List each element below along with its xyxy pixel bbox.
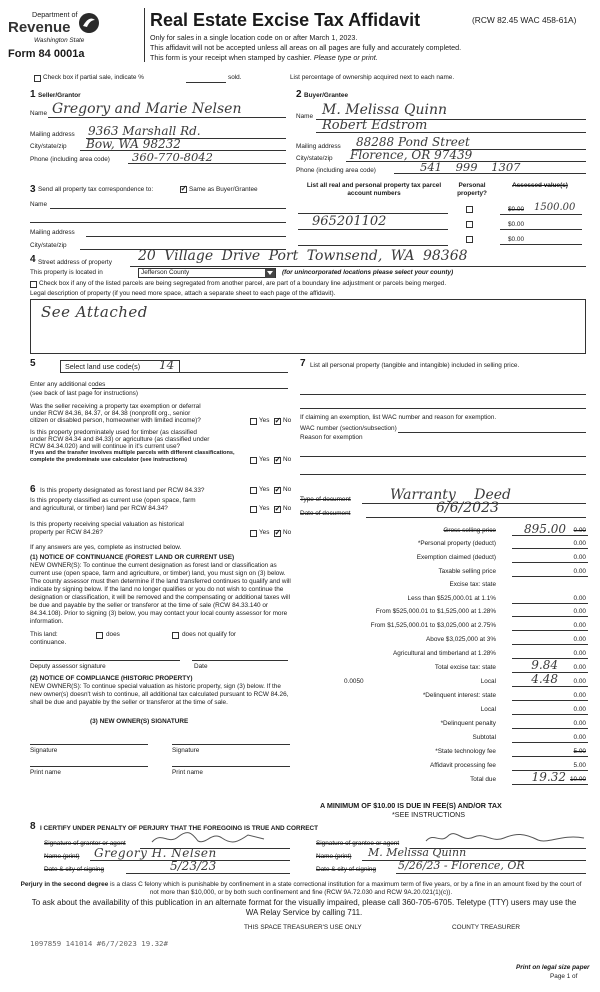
tax-row-0-value: 0.00 [573,527,586,534]
county-value: Jefferson County [141,269,190,276]
personal-property-line-1 [300,394,586,395]
section-1-number: 1 [30,89,36,100]
forest-yes-label: Yes [259,486,270,493]
tax-row-13-value: 0.00 [573,706,586,713]
assessed-value-handwritten[interactable]: 1500.00 [534,202,576,213]
reason-label: Reason for exemption [300,434,363,441]
assessed-value-header: Assessed value(s) [512,182,568,189]
does-label: does [106,631,120,638]
exemption-yes-label: Yes [259,417,270,424]
partial-sale-label: Check box if partial sale, indicate % [43,74,144,81]
tax-row-15-value: 0.00 [573,734,586,741]
header-sub2: This affidavit will not be accepted unless all areas on all pages are fully and accurately completed. [150,43,462,52]
same-as-buyer-checkbox[interactable] [180,186,187,193]
seller-phone-line [128,163,286,164]
tax-row-8-label: Above $3,025,000 at 3% [426,636,496,643]
assessed-line-2 [500,229,582,230]
type-of-document-value[interactable]: Warranty Deed [390,487,512,503]
does-checkbox[interactable] [96,632,103,639]
tax-row-16-line [512,756,588,757]
date-of-document-value[interactable]: 6/6/2023 [436,500,499,516]
exemption-q-line3: citizen or disabled person, homeowner with limited income)? [30,417,201,424]
buyer-name-value1[interactable]: M. Melissa Quinn [322,102,447,118]
ownership-note: List percentage of ownership acquired next to each name. [290,74,455,81]
deputy-date-line [192,660,288,661]
tax-row-11-handwritten[interactable]: 4.48 [531,672,558,686]
grantee-date-line [396,873,586,874]
date-of-document-label: Date of document [300,510,351,517]
assessed-value-2: $0.00 [508,221,524,228]
tax-row-7-label: From $1,525,000.01 to $3,025,000 at 2.75% [370,622,496,629]
certify-heading: I CERTIFY UNDER PENALTY OF PERJURY THAT THE FOREGOING IS TRUE AND CORRECT [40,825,319,832]
timber-q-line3: RCW 84.34.020) and will continue in it's current use? [30,443,181,450]
seller-name-line [48,117,286,118]
chevron-down-icon[interactable] [265,269,275,278]
tax-row-15-line [512,742,588,743]
additional-codes-line [92,388,288,389]
tax-row-11-prefix: 0.0050 [344,678,364,685]
tax-row-8-value: 0.00 [573,636,586,643]
buyer-name-line2 [316,132,586,133]
dept-line3: Washington State [34,37,85,44]
treasurer-stamp: 1097859 141014 #6/7/2023 19.32# [30,939,168,948]
if-yes-instruction: If any answers are yes, complete as instructed below. [30,544,182,551]
notice1-heading: (1) NOTICE OF CONTINUANCE (FOREST LAND OR CURRENT USE) [30,554,235,561]
assessed-value-3: $0.00 [508,236,524,243]
grantor-date-value[interactable]: 5/23/23 [170,859,217,873]
section3-text: Send all property tax correspondence to: [38,186,154,193]
assessed-line-1 [500,214,582,215]
forest-yes-checkbox[interactable] [250,487,257,494]
section3-mail-line [86,236,286,237]
timber-yes-label: Yes [259,456,270,463]
grantee-name-value[interactable]: M. Melissa Quinn [368,846,467,859]
does-not-checkbox[interactable] [172,632,179,639]
tax-row-11-line [512,686,588,687]
historic-q-line1: Is this property receiving special valuation as historical [30,521,184,528]
exemption-claim-text: If claiming an exemption, list WAC number and reason for exemption. [300,414,497,421]
new-owner-print-line-1 [30,766,148,767]
dor-logo [6,6,142,64]
section3-name-label: Name [30,201,48,208]
tax-row-2-value: 0.00 [573,554,586,561]
exemption-yes-checkbox[interactable] [250,418,257,425]
header-sub1: Only for sales in a single location code on or after March 1, 2023. [150,33,358,42]
new-owner-sig-line-1 [30,744,148,745]
perjury-statement: Perjury in the second degree is a class C felony which is punishable by confinement in a state correctional institution for a maximum term of five years, or by a fine in an amount fixed by the court of not more than $10,000, or by both such confinement and fine (RCW 9A.72.030 and RCW 9A.20.021(1)(c)). [20,881,582,896]
tax-row-2-label: Exemption claimed (deduct) [416,554,496,561]
grantee-date-label: Date & city of signing [316,866,377,873]
buyer-mail-label: Mailing address [296,143,341,150]
timber-q-line1: Is this property predominately used for timber (as classified [30,429,197,436]
forest-no-checkbox[interactable] [274,487,281,494]
grantor-date-line [126,873,290,874]
section-4-number: 4 [30,254,36,265]
tax-row-11-value: 0.00 [573,678,586,685]
seller-name-value[interactable]: Gregory and Marie Nelsen [52,101,242,117]
personal-property-checkbox-3[interactable] [466,236,473,243]
section-8-number: 8 [30,821,36,832]
timber-yes-checkbox[interactable] [250,457,257,464]
tax-row-3-label: Taxable selling price [438,568,496,575]
segregated-checkbox[interactable] [30,281,37,288]
legal-description-box[interactable] [30,299,586,354]
header-sub3: This form is your receipt when stamped by cashier. Please type or print. [150,53,378,62]
buyer-city-value[interactable]: Florence, OR 97439 [350,148,473,162]
tax-row-17-value: 5.00 [573,762,586,769]
new-owner-print-label-2: Print name [172,769,203,776]
deputy-date-label: Date [194,663,208,670]
form-number: Form 84 0001a [8,48,85,60]
notice3-heading: (3) NEW OWNER(S) SIGNATURE [90,718,189,725]
tax-row-9-value: 0.00 [573,650,586,657]
notice2-body: NEW OWNER(S): To continue special valuation as historic property, sign (3) below. If the new owner(s) doesn't wish to continue, all additional tax calculated pursuant to RCW 84.26, shall be due and payable by the seller or transferor at the time of sale. [30,683,289,706]
personal-property-checkbox-2[interactable] [466,221,473,228]
page-number: Page 1 of [550,973,578,980]
tax-row-9-label: Agricultural and timberland at 1.28% [392,650,496,657]
tax-row-18-handwritten[interactable]: 19.32 [531,770,566,784]
personal-property-line-2 [300,408,586,409]
grantor-signature[interactable] [148,829,268,847]
land-use-select[interactable] [60,360,180,373]
tax-row-12-line [512,700,588,701]
seller-mail-value[interactable]: 9363 Marshall Rd. [88,124,201,138]
timber-q-bold: If yes and the transfer involves multiple parcels with different classifications, complete the predominate use calculator (see instructions) [30,450,235,463]
new-owner-print-label-1: Print name [30,769,61,776]
legal-description-value: See Attached [41,303,148,321]
seller-city-label: City/state/zip [30,143,67,150]
grantor-name-label: Name (print) [44,853,80,860]
wac-number-label: WAC number (section/subsection) [300,425,397,432]
tax-row-3-line [512,576,588,577]
tax-row-10-label: Total excise tax: state [434,664,496,671]
see-instructions: *SEE INSTRUCTIONS [392,810,466,819]
treasurer-use-only: THIS SPACE TREASURER'S USE ONLY [244,924,362,931]
segregated-label: Check box if any of the listed parcels are being segregated from another parcel, are part of a boundary line adjustment or parcels being merged. [39,280,447,287]
print-legal-size-note: Print on legal size paper [516,964,590,971]
buyer-heading: Buyer/Grantee [304,92,349,99]
county-note: (for unincorporated locations please select your county) [282,269,454,276]
parcel-value[interactable]: 965201102 [312,214,387,229]
tax-row-1-value: 0.00 [573,540,586,547]
continuance-label: continuance. [30,639,67,646]
tax-row-1-line [512,548,588,549]
timber-no-checkbox[interactable] [274,457,281,464]
seller-phone-value[interactable]: 360-770-8042 [132,150,213,164]
grantor-name-value[interactable]: Gregory H. Nelsen [94,846,217,860]
historic-q-line2: property per RCW 84.26? [30,529,103,536]
legal-description-label: Legal description of property (if you need more space, attach a separate sheet to each page of the affidavit). [30,290,336,297]
assessed-line-3 [500,244,582,245]
forest-land-question: Is this property designated as forest land per RCW 84.33? [40,487,205,494]
tax-row-2-line [512,562,588,563]
tax-row-13-label: Local [480,706,496,713]
parcel-line-3 [298,245,448,246]
new-owner-sig-label-2: Signature [172,747,200,754]
street-address-value[interactable]: 20 Village Drive Port Townsend, WA 98368 [138,248,468,264]
grantee-signature[interactable] [422,829,588,847]
section-3-number: 3 [30,184,36,195]
tax-row-0-handwritten[interactable]: 895.00 [524,522,566,536]
does-not-label: does not qualify for [182,631,236,638]
wac-number-line [398,432,586,433]
exemption-no-label: No [283,417,292,424]
street-address-label: Street address of property [38,259,112,266]
new-owner-sig-line-2 [172,744,290,745]
exemption-no-checkbox[interactable] [274,418,281,425]
land-use-value: 14 [159,358,175,372]
tax-row-13-line [512,714,588,715]
parcel-header: List all real and personal property tax parcel account numbers [306,182,442,197]
tax-row-14-line [512,728,588,729]
revenue-emblem-icon [78,12,100,34]
grantor-signature-label: Signature of grantor or agent [44,840,126,847]
same-as-buyer-label: Same as Buyer/Grantee [189,186,258,193]
tax-row-0-line [512,535,588,536]
tax-row-10-value: 0.00 [573,664,586,671]
partial-sale-sold: sold. [228,74,242,81]
dept-line2: Revenue [8,19,71,36]
tax-row-17-label: Affidavit processing fee [430,762,496,769]
tax-row-12-value: 0.00 [573,692,586,699]
street-address-line [130,266,586,267]
partial-sale-checkbox[interactable] [34,75,41,82]
historic-yes-checkbox[interactable] [250,530,257,537]
section-5-number: 5 [30,358,36,369]
buyer-phone-value[interactable]: 541 999 1307 [420,160,521,174]
buyer-city-label: City/state/zip [296,155,333,162]
form-title-ref: (RCW 82.45 WAC 458-61A) [472,15,577,25]
buyer-mail-value[interactable]: 88288 Pond Street [356,135,470,149]
located-in-label: This property is located in [30,269,103,276]
tax-row-7-line [512,630,588,631]
historic-no-checkbox[interactable] [274,530,281,537]
section3-mail-label: Mailing address [30,229,75,236]
tax-row-18-line [512,784,588,785]
tax-row-7-value: 0.00 [573,622,586,629]
historic-no-label: No [283,529,292,536]
land-use-label: Select land use code(s) [65,362,141,371]
reason-line-2 [300,474,586,475]
section3-extra-line [30,222,286,223]
section-6-number: 6 [30,484,36,495]
personal-property-header: Personal property? [457,182,487,197]
section3-name-line [50,208,286,209]
tax-row-12-label: *Delinquent interest: state [422,692,496,699]
timber-q-line2: under RCW 84.34 and 84.33) or agriculture (as classified under [30,436,210,443]
seller-mail-label: Mailing address [30,131,75,138]
tax-row-8-line [512,644,588,645]
new-owner-print-line-2 [172,766,290,767]
notice2-heading: (2) NOTICE OF COMPLIANCE (HISTORIC PROPERTY) [30,675,193,682]
tax-row-11-label: Local [480,678,496,685]
tax-row-16-label: *State technology fee [435,748,496,755]
partial-sale-line [186,82,226,83]
tax-row-10-handwritten[interactable]: 9.84 [531,658,558,672]
historic-yes-label: Yes [259,529,270,536]
tax-row-18-label: Total due [470,776,496,783]
tax-row-15-label: Subtotal [472,734,496,741]
seller-heading: Seller/Grantor [38,92,81,99]
current-use-q-line2: and agricultural, or timber) land per RCW 84.34? [30,505,168,512]
county-select[interactable] [138,268,276,278]
tax-row-5-label: Less than $525,000.01 at 1.1% [407,595,496,602]
buyer-name-label: Name [296,113,314,120]
current-use-no-label: No [283,505,292,512]
current-use-q-line1: Is this property classified as current use (open space, farm [30,497,196,504]
tax-calculation-table [298,522,588,794]
see-back-label: (see back of last page for instructions) [30,390,138,397]
forest-no-label: No [283,486,292,493]
tax-row-14-value: 0.00 [573,720,586,727]
land-use-line [180,372,288,373]
reason-line-1 [300,456,586,457]
current-use-yes-label: Yes [259,505,270,512]
type-of-document-label: Type of document [300,496,351,503]
new-owner-sig-label-1: Signature [30,747,58,754]
tax-row-4-label: Excise tax: state [449,581,496,588]
notice1-body: NEW OWNER(S): To continue the current designation as forest land or classification as current use (open space, farm and agriculture, or timber) land, you must sign on (3) below. The county assessor must then determine if the land transferred continues to qualify and will indicate by signing below. If the land no longer qualifies or you do not wish to continue the designation or classification, it will be removed and the compensating or additional taxes will be due and payable by the seller or transferor at the time of sale (RCW 84.33.140 or 84.34.108). Prior to signing (3) below, you may contact your local county assessor for more information. [30,562,291,625]
tax-row-6-value: 0.00 [573,608,586,615]
section-7-number: 7 [300,358,306,369]
buyer-phone-line [394,173,586,174]
assessed-value-1: $0.00 [508,206,524,213]
tax-row-0-label: Gross selling price [443,527,496,534]
minimum-note: A MINIMUM OF $10.00 IS DUE IN FEE(S) AND/OR TAX [320,801,502,810]
grantee-signature-label: Signature of grantee or agent [316,840,400,847]
dept-line1: Department of [32,10,78,19]
seller-name-label: Name [30,110,48,117]
this-land-label: This land: [30,631,58,638]
tax-row-16-value: 5.00 [573,748,586,755]
tax-row-6-line [512,616,588,617]
tax-row-6-label: From $525,000.01 to $1,525,000 at 1.28% [375,608,496,615]
grantee-name-label: Name (print) [316,853,352,860]
current-use-no-checkbox[interactable] [274,506,281,513]
exemption-q-line1: Was the seller receiving a property tax exemption or deferral [30,403,201,410]
buyer-name-value2[interactable]: Robert Edstrom [322,118,428,133]
form-title: Real Estate Excise Tax Affidavit [150,10,421,30]
header-divider [144,8,145,62]
county-treasurer-label: COUNTY TREASURER [452,924,520,931]
timber-no-label: No [283,456,292,463]
grantee-date-value[interactable]: 5/26/23 - Florence, OR [398,859,525,872]
additional-codes-label: Enter any additional codes [30,381,106,388]
exemption-q-line2: under RCW 84.36, 84.37, or 84.38 (nonprofit org., senior [30,410,191,417]
section3-city-label: City/state/zip [30,242,67,249]
section-2-number: 2 [296,89,302,100]
seller-phone-label: Phone (including area code) [30,156,110,163]
grantor-date-label: Date & city of signing [44,866,105,873]
tax-row-5-line [512,603,588,604]
parcel-line-2 [298,229,448,230]
personal-property-checkbox-1[interactable] [466,206,473,213]
tax-row-14-label: *Delinquent penalty [440,720,496,727]
deputy-sig-label: Deputy assessor signature [30,663,106,670]
tax-row-1-label: *Personal property (deduct) [417,540,496,547]
tax-row-5-value: 0.00 [573,595,586,602]
tax-row-18-value: 10.00 [570,776,586,783]
current-use-yes-checkbox[interactable] [250,506,257,513]
personal-property-text: List all personal property (tangible and intangible) included in selling price. [310,362,520,369]
availability-note: To ask about the availability of this publication in an alternate format for the visually impaired, please call 360-705-6705. Teletype (TTY) users may use the WA Relay Service by calling 711. [31,898,577,917]
buyer-phone-label: Phone (including area code) [296,167,376,174]
seller-city-value[interactable]: Bow, WA 98232 [86,137,181,151]
date-of-document-line [366,517,586,518]
deputy-sig-line [30,660,180,661]
tax-row-3-value: 0.00 [573,568,586,575]
